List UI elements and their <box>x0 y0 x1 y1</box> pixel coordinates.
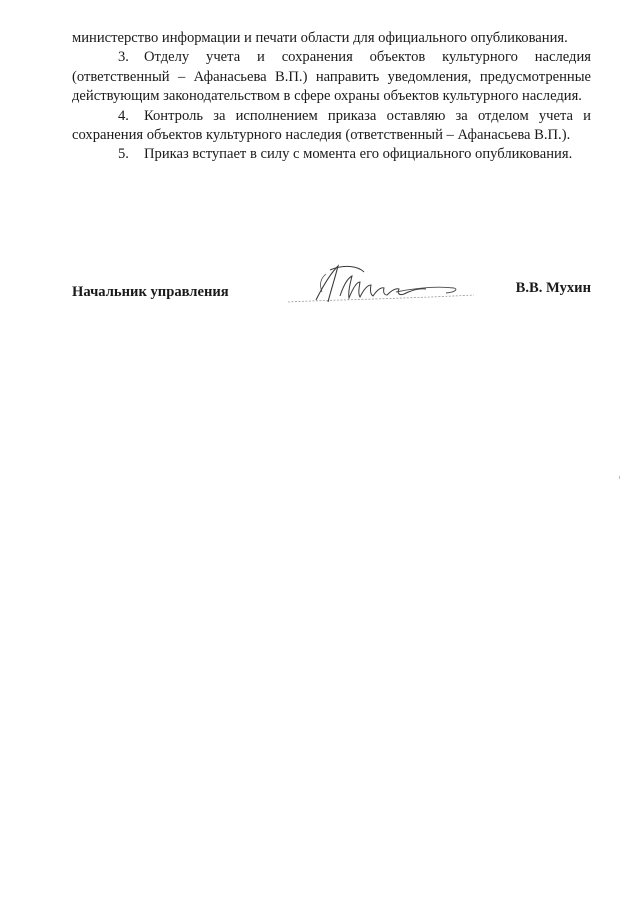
scan-artifact <box>619 476 620 479</box>
item-text: Приказ вступает в силу с момента его официального опубликования. <box>144 146 573 163</box>
item-text: Отделу учета и сохранения объектов культурного наследия (ответственный – Афанасьева В.П.) направить уведомления, предусмотренные действующим законодательством в сфере охраны объектов культурного наследия. <box>72 49 591 105</box>
signer-title: Начальник управления <box>72 284 229 300</box>
paragraph-item-3 <box>72 48 591 106</box>
document-body <box>72 29 591 165</box>
item-number: 5. <box>118 146 129 163</box>
handwritten-signature <box>286 262 476 308</box>
signer-name: В.В. Мухин <box>515 280 591 296</box>
paragraph-continuation: министерство информации и печати области для официального опубликования. <box>72 30 568 46</box>
item-text: Контроль за исполнением приказа оставляю за отделом учета и сохранения объектов культурного наследия (ответственный – Афанасьева В.П.). <box>72 107 591 144</box>
item-number: 3. <box>118 49 129 66</box>
signature-block <box>72 280 591 320</box>
paragraph-item-5 <box>72 145 591 164</box>
item-number: 4. <box>118 107 129 124</box>
paragraph-item-4 <box>72 107 591 146</box>
